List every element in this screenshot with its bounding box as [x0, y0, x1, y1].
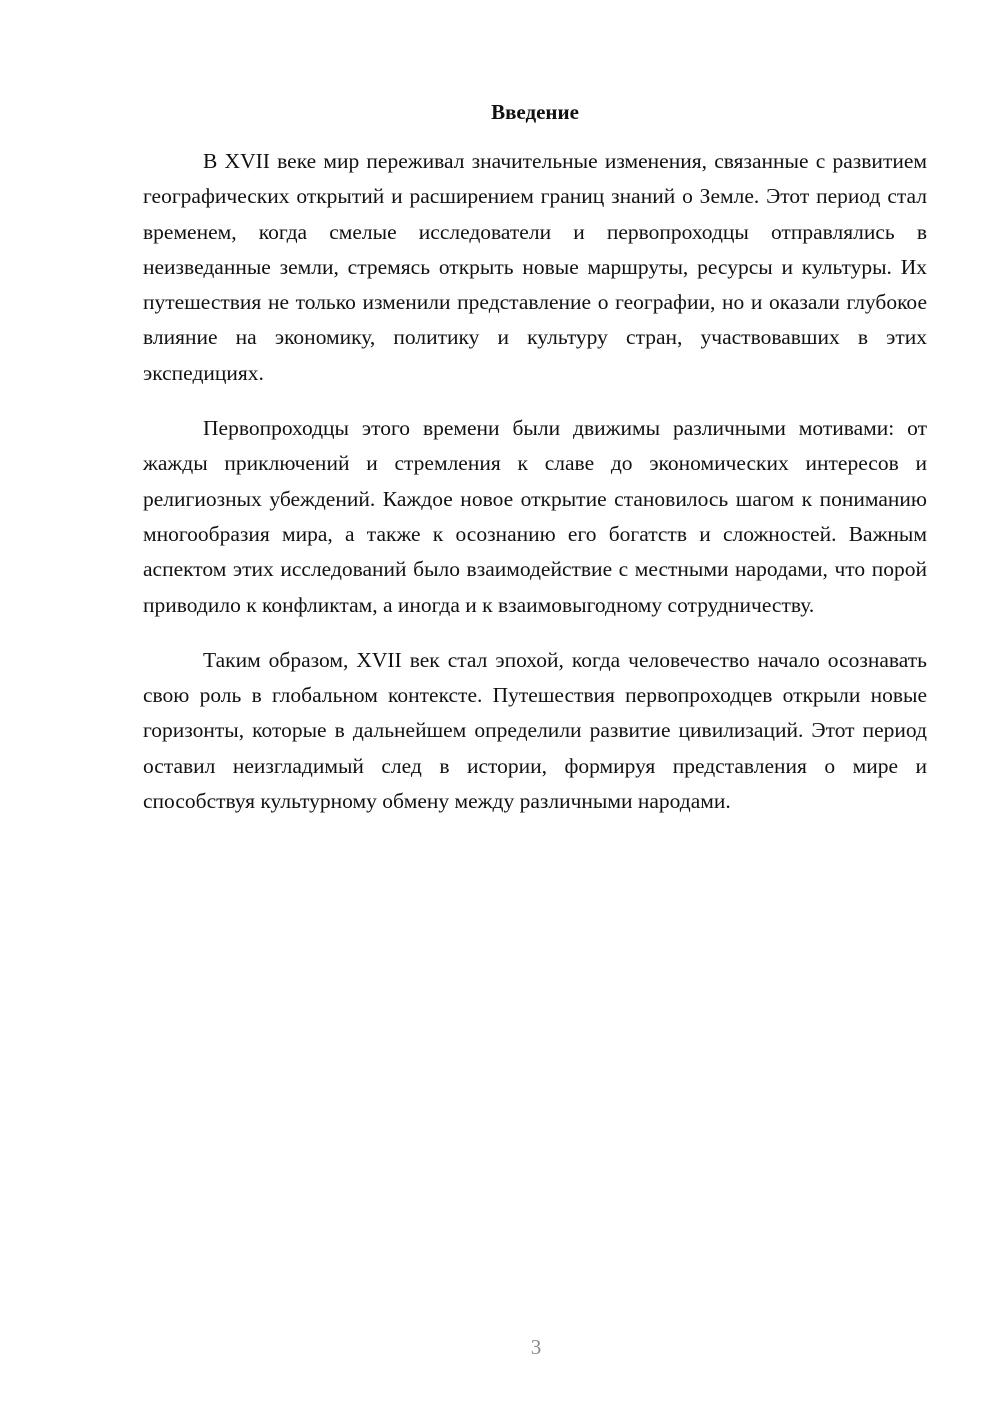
paragraph-motives: Первопроходцы этого времени были движимы различными мотивами: от жажды приключений и стремления к славе до экономических интересов и религиозных убеждений. Каждое новое открытие становилось шагом к пониманию многообразия мира, а также к осознанию его богатств и сложностей. Важным аспектом этих исследований было взаимодействие с местными народами, что порой приводило к конфликтам, а иногда и к взаимовыгодному сотрудничеству.: [143, 416, 927, 617]
section-title: Введение: [491, 100, 579, 124]
paragraph-intro: В XVII веке мир переживал значительные изменения, связанные с развитием географических открытий и расширением границ знаний о Земле. Этот период стал временем, когда смелые исследователи и первопроходцы отправлялись в неизведанные земли, стремясь открыть новые маршруты, ресурсы и культуры. Их путешествия не только изменили представление о географии, но и оказали глубокое влияние на экономику, политику и культуру стран, участвовавших в этих экспедициях.: [143, 149, 927, 385]
page-content: [143, 96, 927, 819]
page-number: 3: [530, 1335, 542, 1359]
paragraph-conclusion: Таким образом, XVII век стал эпохой, когда человечество начало осознавать свою роль в глобальном контексте. Путешествия первопроходцев открыли новые горизонты, которые в дальнейшем определили развитие цивилизаций. Этот период оставил неизгладимый след в истории, формируя представления о мире и способствуя культурному обмену между различными народами.: [143, 647, 927, 814]
